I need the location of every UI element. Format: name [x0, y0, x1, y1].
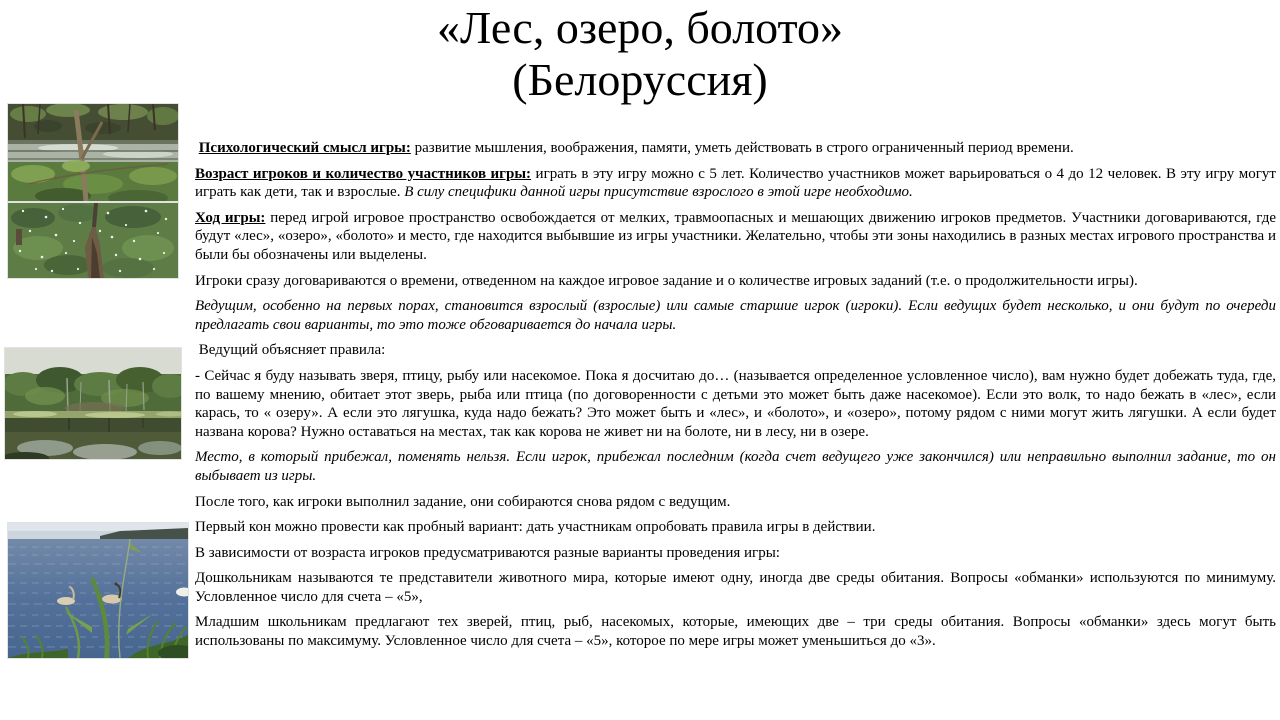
paragraph-7 [195, 367, 1276, 441]
text-segment: Первый кон можно провести как пробный вариант: дать участникам опробовать правила игры в действии. [195, 519, 876, 536]
paragraph-10 [195, 518, 1276, 537]
text-segment: Ведущий объясняет правила: [195, 342, 386, 359]
text-segment: развитие мышления, воображения, памяти, уметь действовать в строго ограниченный период времени. [410, 140, 1074, 156]
title-line-1: «Лес, озеро, болото» [436, 2, 844, 53]
text-segment: перед игрой игровое пространство освобождается от мелких, травмоопасных и мешающих движению игроков предметов. Участники договариваются, где будут «лес», «озеро», «болото» и место, где находится выбывшие из игры участники. Желательно, чтобы эти зоны находились в разных местах игрового пространства и были бы обозначены или выделены. [195, 209, 1276, 263]
paragraph-4 [195, 272, 1276, 291]
paragraph-5 [195, 297, 1276, 334]
paragraph-6 [195, 341, 1276, 360]
text-segment: Ход игры: [195, 209, 266, 226]
page-title [0, 2, 1280, 106]
paragraph-13 [195, 613, 1276, 650]
title-line-2: (Белоруссия) [512, 53, 768, 105]
text-segment: - Сейчас я буду называть зверя, птицу, рыбу или насекомое. Пока я досчитаю до… (называется определенное условленное число), вам нужно будет добежать туда, где, по вашему мнению, обитает этот зверь, рыба или птица (по договоренности с детьми это может быть даже насекомое). Если это волк, то надо бежать в «лес», если карась, то « озеру». А если это лягушка, куда надо бежать? Это может быть и «лес», и «болото», и «озеро», потому рядом с ними могут жить лягушки. А если будет названа корова? Нужно оставаться на местах, так как корова не живет ни на болоте, ни в лесу, ни в озере. [195, 367, 1276, 440]
lake-swans-reeds-photo [8, 523, 188, 658]
green-undergrowth-photo [8, 203, 178, 278]
text-segment: Игроки сразу договариваются о времени, отведенном на каждое игровое задание и о количестве игровых заданий (т.е. о продолжительности игры). [195, 272, 1138, 289]
paragraph-2 [195, 165, 1276, 202]
text-segment: Младшим школьникам предлагают тех зверей, птиц, рыб, насекомых, которые, имеющих две – три среды обитания. Вопросы «обманки» здесь могут быть использованы по максимуму. Условленное число для счета – «5», которое по мере игры может уменьшиться до «3». [195, 614, 1276, 650]
paragraph-12 [195, 569, 1276, 606]
text-segment: Дошкольникам называются те представители животного мира, которые имеют одну, иногда две среды обитания. Вопросы «обманки» используются по минимуму. Условленное число для счета – «5», [195, 570, 1276, 605]
paragraph-1 [195, 139, 1276, 158]
lake-forest-photo [5, 348, 181, 459]
text-segment: играть в эту игру можно с 5 лет. Количество участников может варьироваться о 4 до 12 человек. В эту игру могут играть как дети, так и взрослые. [195, 165, 1276, 201]
text-segment: Место, в который прибежал, поменять нельзя. Если игрок, прибежал последним (когда счет ведущего уже закончился) или неправильно выполнил задание, то он выбывает из игры. [195, 449, 1276, 484]
lake-forest-image [5, 348, 181, 459]
text-segment: В силу специфики данной игры присутствие взрослого в этой игре необходимо. [404, 184, 913, 201]
paragraph-8 [195, 448, 1276, 485]
text-segment: Психологический смысл игры: [198, 140, 411, 156]
paragraph-11 [195, 544, 1276, 563]
swamp-forest-image [8, 104, 178, 201]
text-segment: Возраст игроков и количество участников игры: [195, 165, 532, 182]
text-segment: Ведущим, особенно на первых порах, становится взрослый (взрослые) или самые старшие игрок (игроки). Если ведущих будет несколько, и они будут по очереди предлагать свои варианты, то это тоже обговаривается до начала игры. [195, 298, 1276, 333]
text-segment: После того, как игроки выполнил задание, они собираются снова рядом с ведущим. [195, 493, 731, 510]
paragraph-9 [195, 493, 1276, 512]
lake-swans-reeds-image [8, 523, 188, 658]
green-undergrowth-image [8, 203, 178, 278]
paragraph-3 [195, 209, 1276, 265]
text-column [195, 139, 1276, 658]
swamp-forest-photo [8, 104, 178, 201]
text-segment: В зависимости от возраста игроков предусматриваются разные варианты проведения игры: [195, 544, 780, 561]
